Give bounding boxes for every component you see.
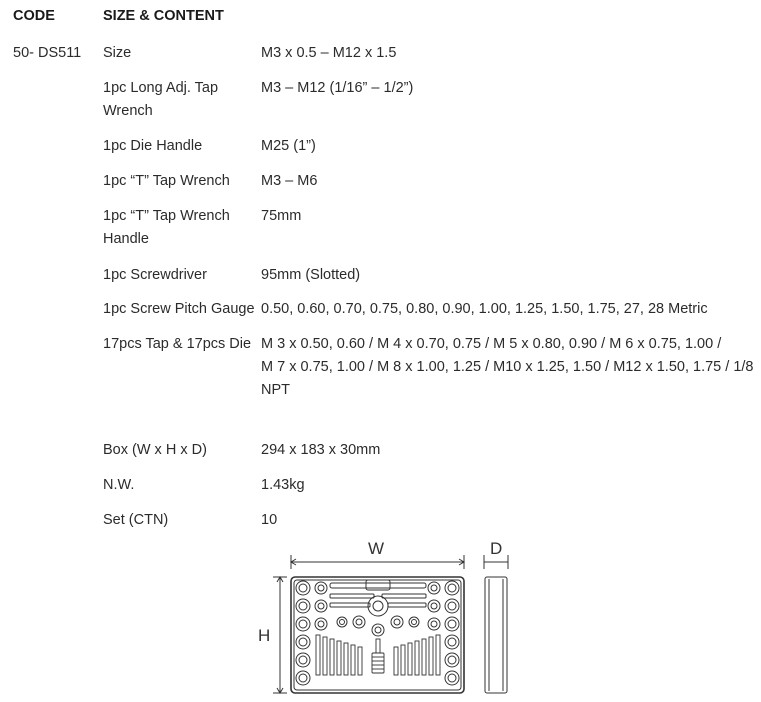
spec-value: 75mm xyxy=(261,208,302,224)
spec-label: 1pc “T” Tap Wrench Handle xyxy=(103,208,230,247)
spec-label: 17pcs Tap & 17pcs Die xyxy=(103,336,252,352)
box-dimension-drawing xyxy=(258,535,518,695)
spec-value: M3 – M6 xyxy=(261,173,318,189)
taps-row xyxy=(316,635,440,675)
spec-value: 1.43kg xyxy=(261,477,305,493)
width-label: W xyxy=(368,539,385,558)
die-handle-center xyxy=(368,596,388,616)
spec-value: M25 (1”) xyxy=(261,138,316,154)
spec-label: 1pc Screwdriver xyxy=(103,267,207,283)
spec-value xyxy=(261,333,756,402)
spec-value: 10 xyxy=(261,512,278,528)
box-side-view xyxy=(485,577,507,693)
die-column-inner-right xyxy=(428,582,440,630)
die-column-left xyxy=(296,581,310,685)
spec-label: Box (W x H x D) xyxy=(103,442,207,458)
spec-label: N.W. xyxy=(103,477,135,493)
spec-label: Set (CTN) xyxy=(103,512,169,528)
code-header: CODE xyxy=(13,8,55,24)
spec-value: 95mm (Slotted) xyxy=(261,267,361,283)
depth-label: D xyxy=(490,539,503,558)
die-column-inner-left xyxy=(315,582,327,630)
product-code: 50- DS511 xyxy=(13,45,82,61)
spec-value: 0.50, 0.60, 0.70, 0.75, 0.80, 0.90, 1.00, 1.25, 1.50, 1.75, 27, 28 Metric xyxy=(261,301,708,317)
spec-label: 1pc Die Handle xyxy=(103,138,203,154)
spec-value: M3 x 0.5 – M12 x 1.5 xyxy=(261,45,397,61)
spec-value: 294 x 183 x 30mm xyxy=(261,442,381,458)
spec-value-line-2: M 7 x 0.75, 1.00 / M 8 x 1.00, 1.25 / M10 x 1.25, 1.50 / M12 x 1.50, 1.75 / 1/8 NPT xyxy=(261,359,754,398)
spec-label: 1pc “T” Tap Wrench xyxy=(103,173,230,189)
spec-label: Size xyxy=(103,45,132,61)
spec-value: M3 – M12 (1/16” – 1/2”) xyxy=(261,80,414,96)
tap-wrench-bar xyxy=(330,583,426,588)
height-label: H xyxy=(258,626,271,645)
spec-value-line-1: M 3 x 0.50, 0.60 / M 4 x 0.70, 0.75 / M 5 x 0.80, 0.90 / M 6 x 0.75, 1.00 / xyxy=(261,336,722,352)
spec-label: 1pc Long Adj. Tap Wrench xyxy=(103,80,219,119)
size-content-header: SIZE & CONTENT xyxy=(103,8,224,24)
die-column-right xyxy=(445,581,459,685)
spec-label: 1pc Screw Pitch Gauge xyxy=(103,301,255,317)
